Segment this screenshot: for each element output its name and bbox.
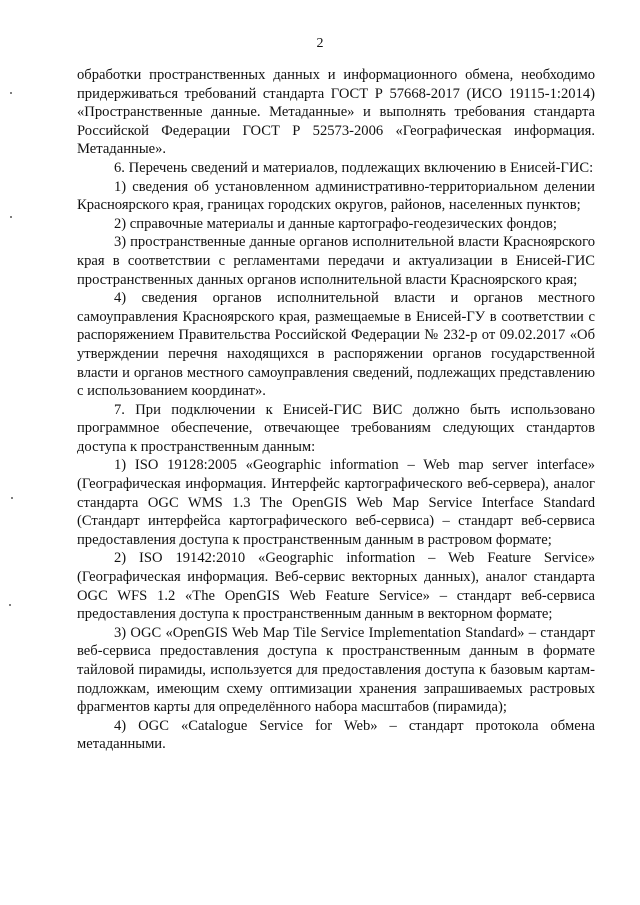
paragraph-item-7-heading: 7. При подключении к Енисей-ГИС ВИС должно быть использовано программное обеспечение, отвечающее требованиям следующих стандартов доступа к пространственным данным: <box>77 401 595 455</box>
document-body <box>77 66 595 754</box>
paragraph-item-7-4: 4) OGC «Catalogue Service for Web» – стандарт протокола обмена метаданными. <box>77 717 595 753</box>
scan-artifact <box>10 216 12 218</box>
paragraph-item-6-4: 4) сведения органов исполнительной власти и органов местного самоуправления Красноярского края, размещаемые в Енисей-ГУ в соответствии с распоряжением Правительства Российской Федерации № 232-р от 09.02.2017 «Об утверждении перечня находящихся в распоряжении органов государственной власти и органов местного самоуправления сведений, подлежащих представлению с использованием координат». <box>77 290 595 400</box>
paragraph-item-7-2: 2) ISO 19142:2010 «Geographic information – Web Feature Service» (Географическая информация. Веб-сервис векторных данных), аналог стандарта OGC WFS 1.2 «The OpenGIS Web Feature Service» – стандарт веб-сервиса предоставления доступа к пространственным данным в векторном формате; <box>77 550 595 623</box>
paragraph-item-6-3: 3) пространственные данные органов исполнительной власти Красноярского края в соответствии с регламентами передачи и актуализации в Енисей-ГИС пространственных данных органов исполнительной власти Красноярского края; <box>77 234 595 288</box>
scan-artifact <box>11 497 13 499</box>
paragraph-item-7-1: 1) ISO 19128:2005 «Geographic information – Web map server interface» (Географическая информация. Интерфейс картографического веб-сервера), аналог стандарта OGC WMS 1.3 The OpenGIS Web Map Service Interface Standard (Стандарт интерфейса картографического веб-сервиса) – стандарт веб-сервиса предоставления доступа к пространственным данным в растровом формате; <box>77 457 595 548</box>
scan-artifact <box>10 92 12 94</box>
paragraph-item-6-2: 2) справочные материалы и данные картографо-геодезических фондов; <box>114 215 557 232</box>
paragraph-item-7-3: 3) OGC «OpenGIS Web Map Tile Service Implementation Standard» – стандарт веб-сервиса предоставления доступа к пространственным данным в формате тайловой пирамиды, используется для предоставления доступа к базовым картам-подложкам, имеющим схему оптимизации хранения запрашиваемых растровых фрагментов карты для определённого набора масштабов (пирамида); <box>77 624 595 716</box>
paragraph-gost-continuation: обработки пространственных данных и информационного обмена, необходимо придерживаться требований стандарта ГОСТ Р 57668-2017 (ИСО 19115-1:2014) «Пространственные данные. Метаданные» и выполнять требования стандарта Российской Федерации ГОСТ Р 52573-2006 «Географическая информация. Метаданные». <box>77 67 595 158</box>
paragraph-item-6-1: 1) сведения об установленном административно-территориальном делении Красноярского края, границах городских округов, районов, населенных пунктов; <box>77 178 595 214</box>
paragraph-item-6-heading: 6. Перечень сведений и материалов, подлежащих включению в Енисей-ГИС: <box>114 159 594 176</box>
scan-artifact <box>9 604 11 606</box>
page-number: 2 <box>316 36 324 51</box>
